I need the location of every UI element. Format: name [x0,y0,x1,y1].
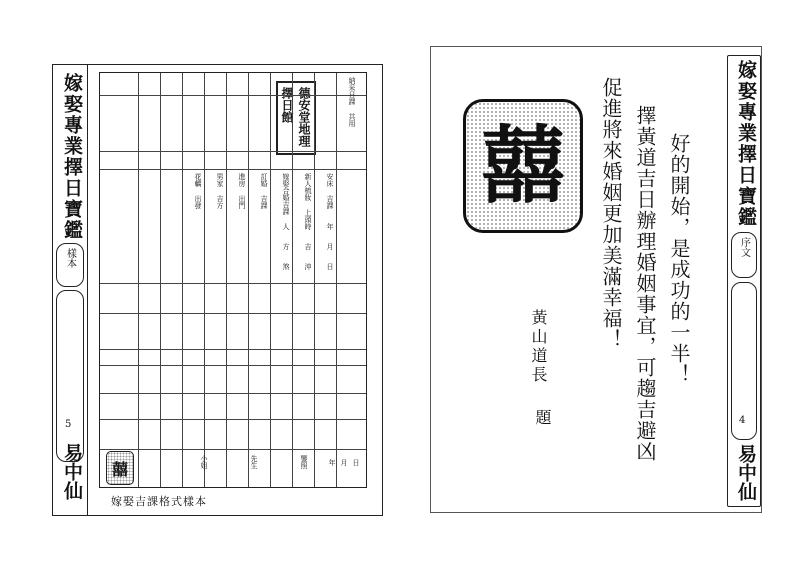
shop-name-box [276,81,316,155]
form-row-label: 安床 吉課 [326,173,334,209]
form-row-label: 訂婚 吉課 [260,173,268,209]
sign-label: 先生 [250,455,258,469]
form-row-label: 新人梳妝 上頭 [304,173,312,223]
form-cell: 時 [304,223,312,230]
sign-label: 小姐 [200,455,208,469]
form-row-label: 花轎 出發 [194,173,202,209]
poem-line: 擇黃道吉日辦理婚姻事宜，可趨吉避凶 [633,105,657,462]
form-row-label: 納采日課 共用 [348,77,356,127]
form-cell: 吉 [304,243,312,250]
left-page [52,64,383,516]
form-row-label: 男家 吉方 [216,173,224,209]
right-spine [727,55,761,507]
small-double-happiness-emblem: 囍 [106,451,134,485]
right-page [430,46,762,513]
right-spine-pager [731,282,757,440]
left-spine [53,65,88,515]
right-spine-section: 序文 [738,237,750,257]
sign-label: 鑒照 [300,455,308,469]
left-spine-section-box [56,243,84,287]
poem-line: 促進將來婚姻更加美滿幸福！ [599,77,623,350]
left-spine-pager [56,290,84,462]
form-cell: 煞 [282,263,290,270]
left-page-caption: 嫁娶吉課格式樣本 [111,495,207,508]
signature-title: 題 [533,409,552,425]
right-spine-author: 易中仙 [735,444,757,501]
form-cell: 沖 [304,263,312,270]
signature-name: 黃山道長 [529,309,548,385]
left-spine-title: 嫁娶專業擇日寶鑑 [61,73,83,241]
form-cell: 人 [282,223,290,230]
left-spine-section: 樣本 [64,248,76,268]
form-cell: 年 [326,223,334,230]
poem-line: 好的開始，是成功的一半！ [667,133,691,385]
form-row-label: 嫁娶合婚吉課 [282,173,290,215]
shop-name: 德安堂地理擇日館 [280,87,311,147]
left-page-number: 5 [65,419,72,430]
form-cell: 方 [282,243,290,250]
right-spine-title: 嫁娶專業擇日寶鑑 [735,60,757,228]
wedding-schedule-form [99,72,367,488]
form-row-label: 進房 出門 [238,173,246,209]
left-spine-author: 易中仙 [61,443,83,500]
sign-label: 月 [340,459,348,466]
right-spine-section-box [731,232,757,278]
sign-label: 日 [352,459,360,466]
form-cell: 日 [326,263,334,270]
right-page-number: 4 [739,415,746,426]
double-happiness-icon: 囍 [480,117,565,215]
form-cell: 月 [326,243,334,250]
double-happiness-emblem-box [463,99,583,233]
sign-label: 年 [328,459,336,466]
